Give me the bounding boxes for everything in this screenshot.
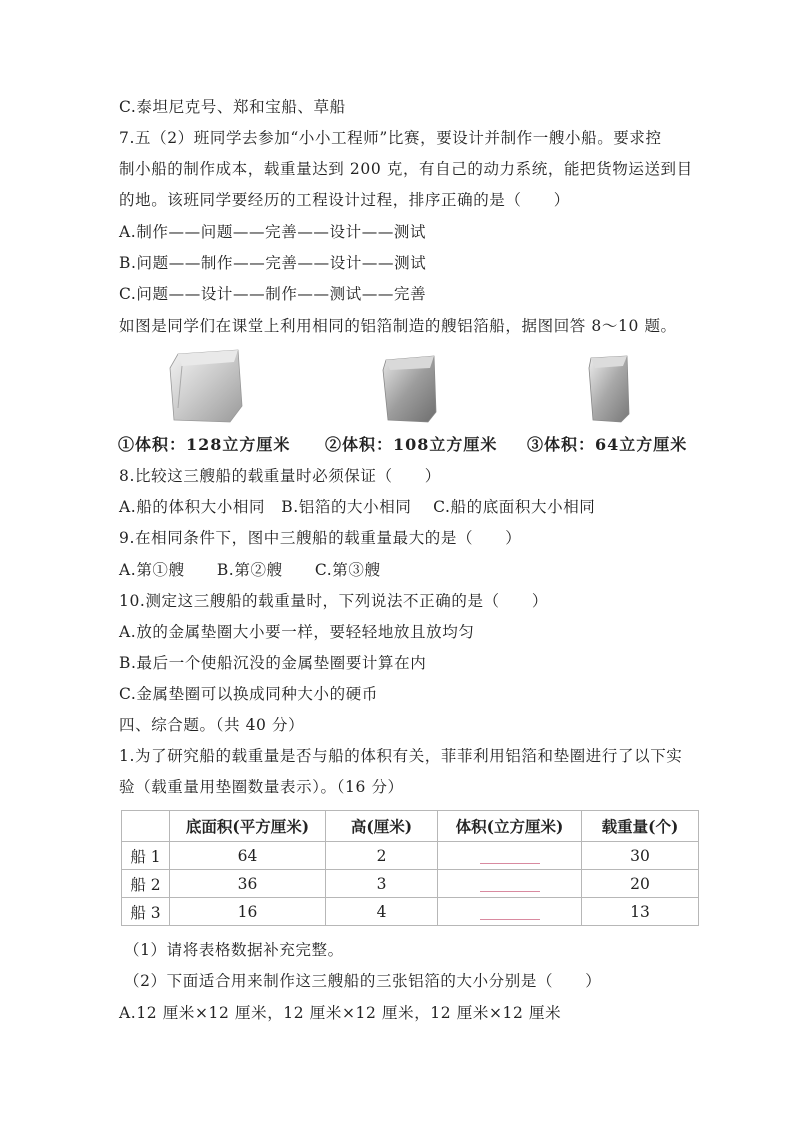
- section-4-heading: 四、综合题。（共 40 分）: [119, 716, 305, 734]
- question-8-options: A.船的体积大小相同 B.铝箔的大小相同 C.船的底面积大小相同: [119, 498, 596, 516]
- boat-data-table: [121, 810, 699, 926]
- boat-3-caption: ③体积：64立方厘米: [527, 435, 688, 454]
- question-7-line-3: 的地。该班同学要经历的工程设计过程，排序正确的是（ ）: [119, 191, 570, 209]
- question-10-option-c: C.金属垫圈可以换成同种大小的硬币: [119, 685, 378, 703]
- answer-blank[interactable]: [480, 905, 540, 920]
- cell-volume-blank[interactable]: [438, 870, 582, 898]
- question-9-options: A.第①艘 B.第②艘 C.第③艘: [119, 561, 381, 579]
- sub-question-2-option-a: A.12 厘米×12 厘米，12 厘米×12 厘米，12 厘米×12 厘米: [119, 1004, 562, 1022]
- table-header: 底面积(平方厘米): [170, 811, 326, 842]
- figure-intro: 如图是同学们在课堂上利用相同的铝箔制造的艘铝箔船，据图回答 8～10 题。: [119, 317, 677, 335]
- section-4-question-1-line-2: 验（载重量用垫圈数量表示）。（16 分）: [119, 778, 404, 796]
- answer-blank[interactable]: [480, 877, 540, 892]
- option-c-q6: C.泰坦尼克号、郑和宝船、草船: [119, 98, 346, 116]
- cell-area: 36: [170, 870, 326, 898]
- cell-height: 2: [326, 842, 438, 870]
- table-row: [122, 898, 699, 926]
- question-10: 10.测定这三艘船的载重量时，下列说法不正确的是（ ）: [119, 592, 548, 610]
- table-row: [122, 870, 699, 898]
- table-header: 体积(立方厘米): [438, 811, 582, 842]
- question-7-option-b: B.问题——制作——完善——设计——测试: [119, 254, 427, 272]
- answer-blank[interactable]: [480, 849, 540, 864]
- cell-load: 30: [582, 842, 699, 870]
- section-4-question-1-line-1: 1.为了研究船的载重量是否与船的体积有关，菲菲利用铝箔和垫圈进行了以下实: [119, 747, 683, 765]
- boat-3-image: [585, 352, 633, 424]
- cell-height: 3: [326, 870, 438, 898]
- question-7-option-a: A.制作——问题——完善——设计——测试: [119, 223, 427, 241]
- row-label: 船 3: [122, 898, 170, 926]
- cell-load: 13: [582, 898, 699, 926]
- cell-volume-blank[interactable]: [438, 898, 582, 926]
- question-7-option-c: C.问题——设计——制作——测试——完善: [119, 285, 427, 303]
- boat-2-caption: ②体积：108立方厘米: [325, 435, 498, 454]
- table-header-row: [122, 811, 699, 842]
- cell-area: 64: [170, 842, 326, 870]
- question-10-option-b: B.最后一个使船沉没的金属垫圈要计算在内: [119, 654, 427, 672]
- row-label: 船 2: [122, 870, 170, 898]
- boat-1-image: [168, 348, 246, 424]
- table-row: [122, 842, 699, 870]
- boat-1-caption: ①体积：128立方厘米: [118, 435, 291, 454]
- boat-2-image: [380, 352, 440, 424]
- cell-load: 20: [582, 870, 699, 898]
- question-7-line-2: 制小船的制作成本，载重量达到 200 克，有自己的动力系统，能把货物运送到目: [119, 160, 693, 178]
- cell-volume-blank[interactable]: [438, 842, 582, 870]
- row-label: 船 1: [122, 842, 170, 870]
- table-header: 高(厘米): [326, 811, 438, 842]
- question-9: 9.在相同条件下，图中三艘船的载重量最大的是（ ）: [119, 529, 522, 547]
- sub-question-2: （2）下面适合用来制作这三艘船的三张铝箔的大小分别是（ ）: [124, 972, 602, 990]
- table-header: 载重量(个): [582, 811, 699, 842]
- table-header: [122, 811, 170, 842]
- question-7-line-1: 7.五（2）班同学去参加“小小工程师”比赛，要设计并制作一艘小船。要求控: [119, 129, 662, 147]
- cell-area: 16: [170, 898, 326, 926]
- sub-question-1: （1）请将表格数据补充完整。: [124, 941, 344, 959]
- question-8: 8.比较这三艘船的载重量时必须保证（ ）: [119, 467, 441, 485]
- question-10-option-a: A.放的金属垫圈大小要一样，要轻轻地放且放均匀: [119, 623, 475, 641]
- cell-height: 4: [326, 898, 438, 926]
